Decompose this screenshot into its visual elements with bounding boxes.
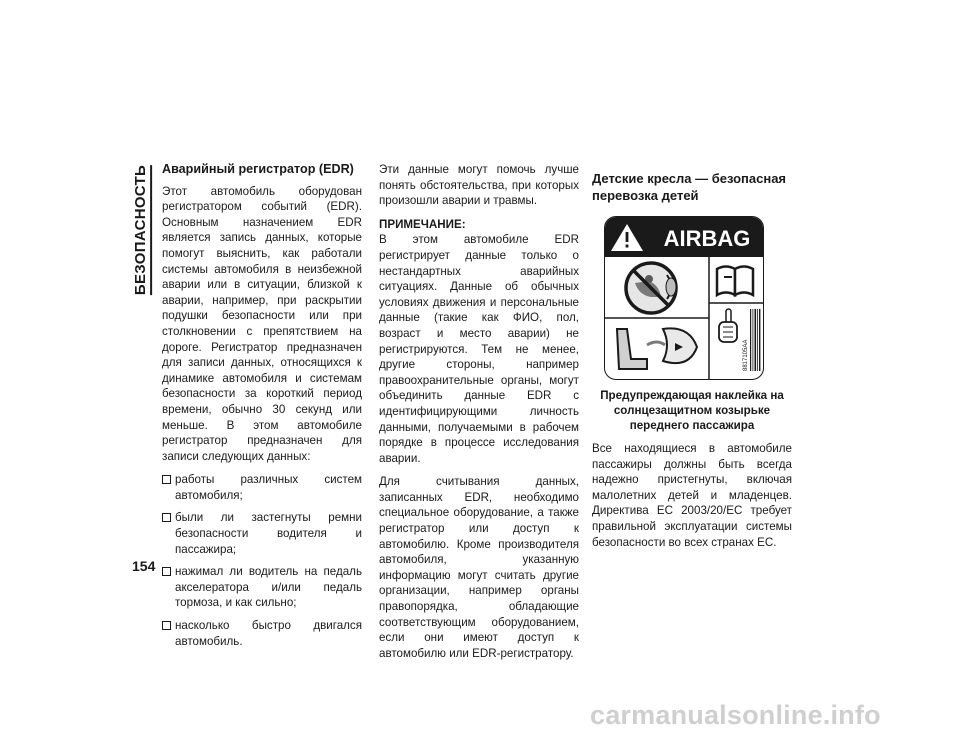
note-text: В этом автомобиле EDR регистрирует данные только о нестандартных аварийных ситуациях. Данные об обычных условиях движения и персональные данные (такие как ФИО, пол, возраст и место аварии) не регистрируются. Тем не менее, другие стороны, например правоохранительные органы, могут объединить данные EDR с идентифицирующими личность данными, получаемыми в рабочем порядке в процессе исследования аварии. xyxy=(379,233,579,465)
airbag-deploy-seat-icon xyxy=(617,328,697,369)
label-code: 8817105AA xyxy=(743,339,749,371)
section-tab xyxy=(128,150,156,310)
list-item: были ли застегнуты ремни безопасности водителя и пассажира; xyxy=(162,510,362,557)
column-edr-continued xyxy=(379,162,579,669)
no-rear-facing-seat-icon xyxy=(626,263,676,313)
list-item: нажимал ли водитель на педаль акселератора и/или педаль тормоза, и как сильно; xyxy=(162,564,362,611)
section-tab-label: БЕЗОПАСНОСТЬ xyxy=(132,165,152,295)
edr-access-paragraph: Для считывания данных, записанных EDR, необходимо специальное оборудование, а также регистратор или доступ к автомобилю. Кроме производителя автомобиля, указанную информацию могут считать другие организации, например органы правопорядка, обладающие соответствующим оборудованием, если они имеют доступ к автомобилю или EDR-регистратору. xyxy=(379,475,579,660)
note-title: ПРИМЕЧАНИЕ: xyxy=(379,217,466,231)
watermark: carmanualsonline.info xyxy=(590,700,881,730)
list-item: насколько быстро двигался автомобиль. xyxy=(162,618,362,649)
list-item: работы различных систем автомобиля; xyxy=(162,472,362,503)
barcode-icon xyxy=(750,309,760,371)
edr-heading: Аварийный регистратор (EDR) xyxy=(162,162,354,176)
checkbox-bullet-icon xyxy=(162,621,171,630)
column-child-seats xyxy=(592,170,792,558)
child-seats-paragraph: Все находящиеся в автомобиле пассажиры должны быть всегда надежно пристегнуты, включая малолетних детей и младенцев. Директива ЕС 2003/20/ЕС требует правильной эксплуатации системы безопасности во всех странах ЕС. xyxy=(592,442,792,549)
edr-purpose-paragraph: Эти данные могут помочь лучше понять обстоятельства, при которых произошли аварии и травмы. xyxy=(379,163,579,208)
child-seats-heading: Детские кресла — безопасная перевозка детей xyxy=(592,171,787,203)
checkbox-bullet-icon xyxy=(162,567,171,576)
checkbox-bullet-icon xyxy=(162,513,171,522)
open-book-icon xyxy=(717,267,753,296)
page-number: 154 xyxy=(132,558,156,574)
figure-caption: Предупреждающая наклейка на солнцезащитном козырьке переднего пассажира xyxy=(600,389,784,432)
column-edr xyxy=(162,162,362,656)
edr-intro: Этот автомобиль оборудован регистратором событий (EDR). Основным назначением EDR является запись данных, которые помогут выяснить, как работали системы автомобиля в неизбежной аварии или в ситуации, близкой к аварии, например, при раскрытии подушки безопасности или при столкновении с препятствием на дороге. Регистратор предназначен для записи данных, относящихся к динамике автомобиля и системам безопасности за короткий период времени, обычно 30 секунд или меньше. В этом автомобиле регистратор предназначен для записи следующих данных: xyxy=(162,184,362,463)
airbag-label-text: AIRBAG xyxy=(663,226,751,251)
airbag-warning-label xyxy=(604,216,764,380)
checkbox-bullet-icon xyxy=(162,475,171,484)
pointing-hand-icon xyxy=(719,309,737,342)
edr-data-list xyxy=(162,472,362,649)
